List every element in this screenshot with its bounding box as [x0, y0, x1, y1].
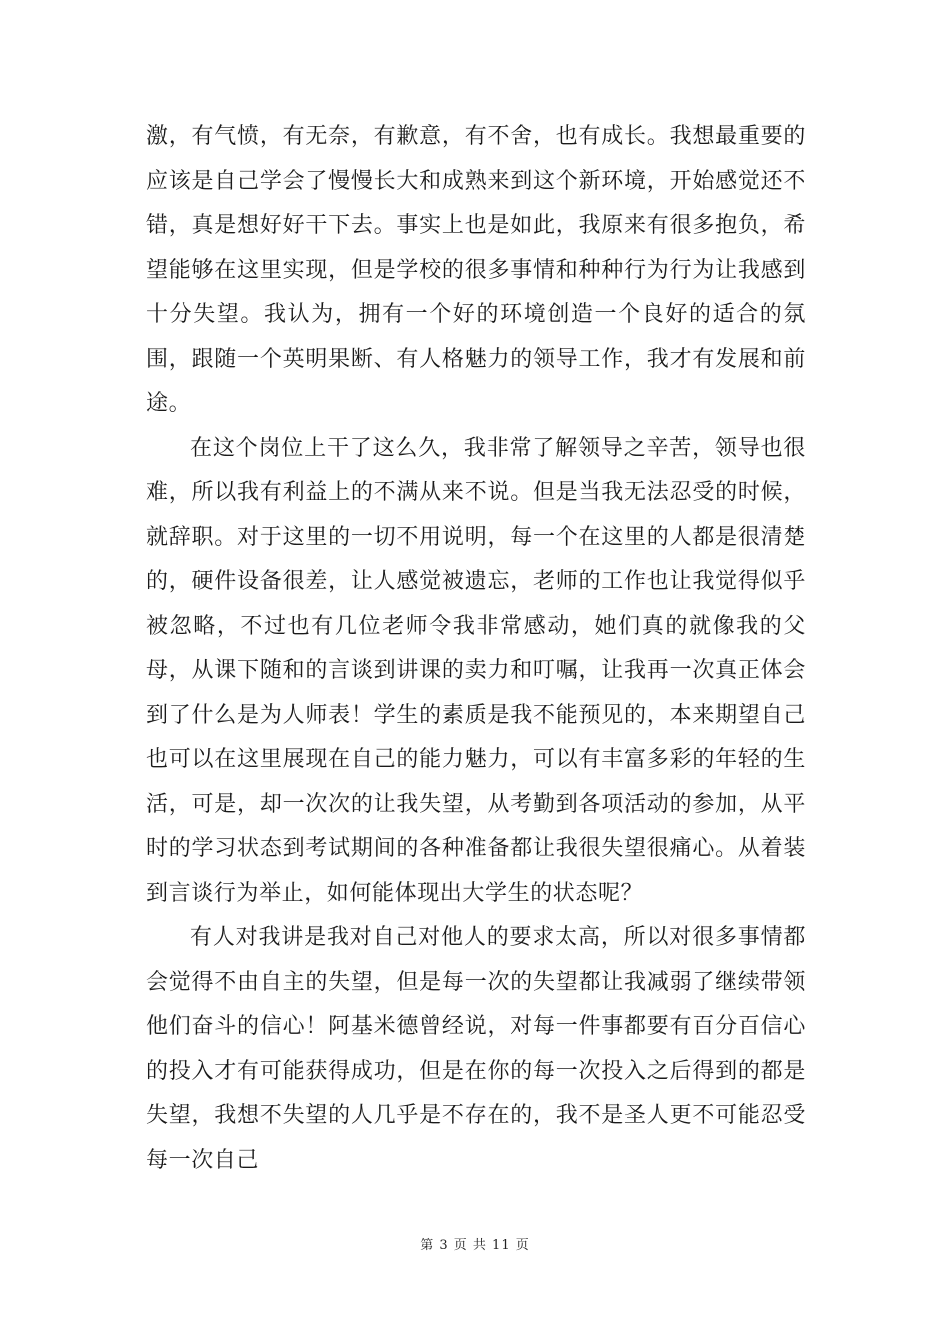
page-footer: 第 3 页 共 11 页 — [420, 1238, 530, 1253]
body-text — [146, 115, 806, 1183]
paragraph-1: 激，有气愤，有无奈，有歉意，有不舍，也有成长。我想最重要的应该是自己学会了慢慢长大和成熟来到这个新环境，开始感觉还不错，真是想好好干下去。事实上也是如此，我原来有很多抱负，希望能够在这里实现，但是学校的很多事情和种种行为行为让我感到十分失望。我认为，拥有一个好的环境创造一个良好的适合的氛围，跟随一个英明果断、有人格魅力的领导工作，我才有发展和前途。 — [146, 124, 806, 416]
paragraph-2: 在这个岗位上干了这么久，我非常了解领导之辛苦，领导也很难，所以我有利益上的不满从来不说。但是当我无法忍受的时候，就辞职。对于这里的一切不用说明，每一个在这里的人都是很清楚的，硬件设备很差，让人感觉被遗忘，老师的工作也让我觉得似乎被忽略，不过也有几位老师令我非常感动，她们真的就像我的父母，从课下随和的言谈到讲课的卖力和叮嘱，让我再一次真正体会到了什么是为人师表！学生的素质是我不能预见的，本来期望自己也可以在这里展现在自己的能力魅力，可以有丰富多彩的年轻的生活，可是，却一次次的让我失望，从考勤到各项活动的参加，从平时的学习状态到考试期间的各种准备都让我很失望很痛心。从着装到言谈行为举止，如何能体现出大学生的状态呢？ — [146, 435, 806, 906]
paragraph-3: 有人对我讲是我对自己对他人的要求太高，所以对很多事情都会觉得不由自主的失望，但是每一次的失望都让我减弱了继续带领他们奋斗的信心！阿基米德曾经说，对每一件事都要有百分百信心的投入才有可能获得成功，但是在你的每一次投入之后得到的都是失望，我想不失望的人几乎是不存在的，我不是圣人更不可能忍受每一次自己 — [146, 925, 806, 1173]
